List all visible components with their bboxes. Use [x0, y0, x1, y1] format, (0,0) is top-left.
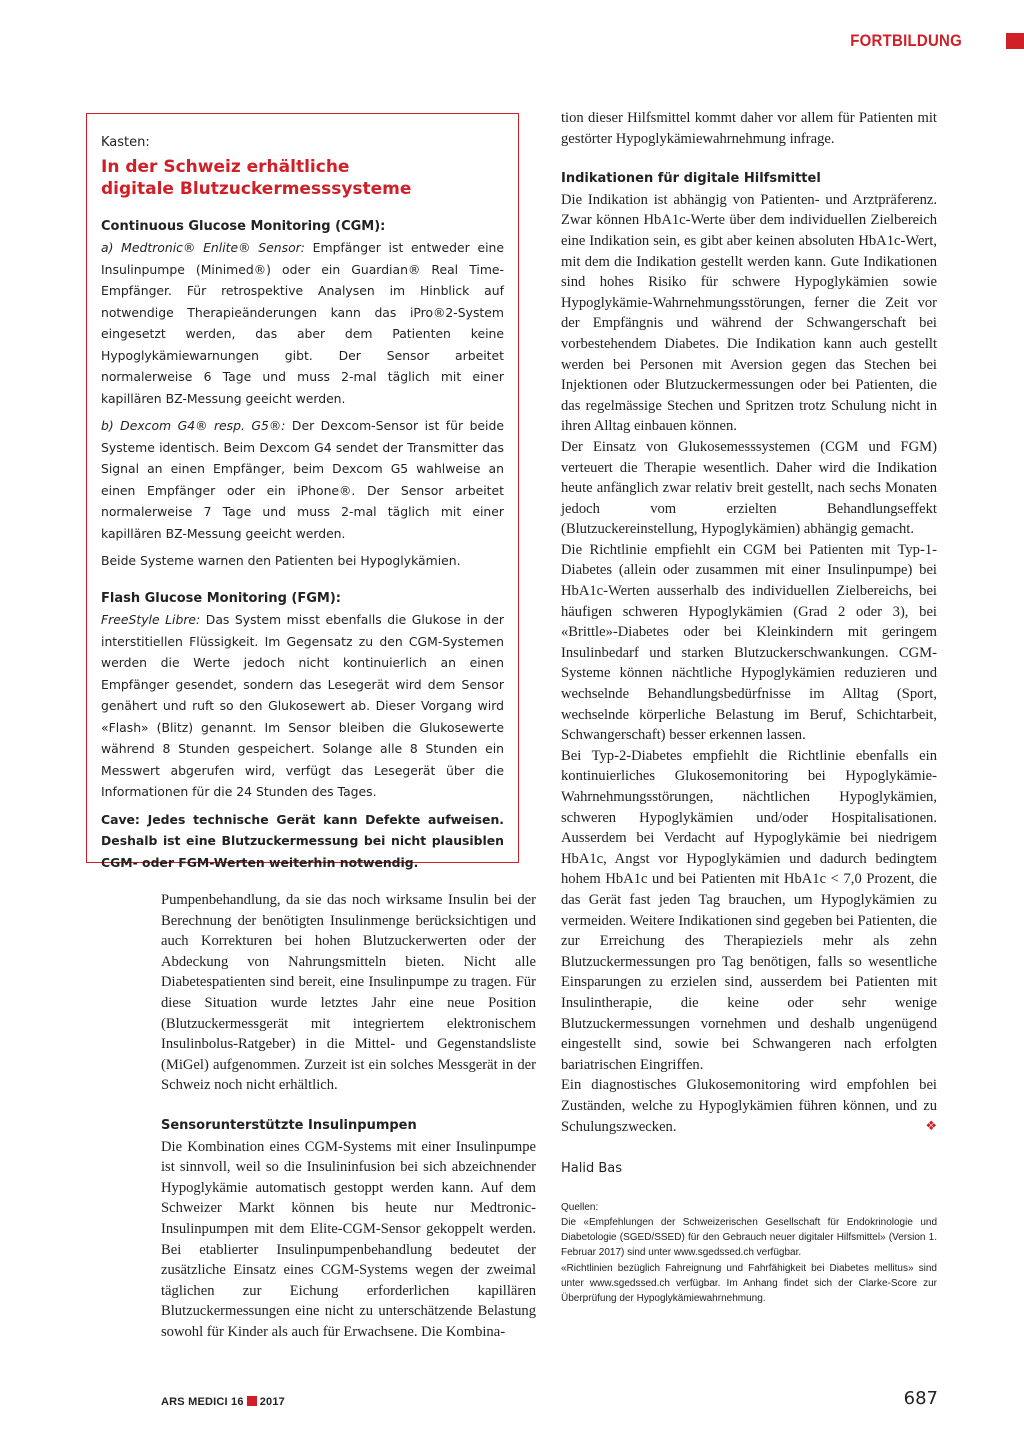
source-1: Die «Empfehlungen der Schweizerischen Gesellschaft für Endokrinologie und Diabetologie (SGED/SSED) für den Gebrauch neuer digitaler Hilfsmittel» (Version 1. Februar 2017) sind unter www.sgedssed.ch verfügbar. — [561, 1216, 937, 1259]
cgm-heading: Continuous Glucose Monitoring (CGM): — [101, 218, 386, 234]
journal-year: 2017 — [259, 1396, 285, 1408]
left-heading-pumps: Sensorunterstützte Insulinpumpen — [161, 1117, 417, 1133]
cgm-dexcom-paragraph — [101, 415, 504, 544]
fgm-text: Das System misst ebenfalls die Glukose in der interstitiellen Flüssigkeit. Im Gegensatz zu den CGM-Systemen werden die Werte jedoch nicht kontinuierlich an einen Empfänger gesendet, sondern das Lesegerät wird dem Sensor genähert und ruft so den Glukosewert ab. Dieser Vorgang wird «Flash» (Blitz) genannt. Im Sensor bleiben die Glukosewerte während 8 Stunden gespeichert. Solange alle 8 Stunden ein Messwert abgerufen wird, verfügt das Lesegerät über die Informationen für die 24 Stunden des Tages. — [101, 612, 504, 799]
right-paragraph-2: Der Einsatz von Glukosemesssystemen (CGM und FGM) verteuert die Therapie wesentlich. Daher wird die Indikation heute anfänglich zwar relativ breit gestellt, nach sechs Monaten jedoch vom erzielten Behandlungseffekt (Blutzuckereinstellung, Hypoglykämien) abhängig gemacht. — [561, 438, 937, 538]
sources-label: Quellen: — [561, 1201, 599, 1213]
both-warn-paragraph: Beide Systeme warnen den Patienten bei Hypoglykämien. — [101, 553, 461, 568]
footer-square-icon — [247, 1396, 257, 1406]
left-paragraph-2: Die Kombination eines CGM-Systems mit einer Insulinpumpe ist sinnvoll, weil so die Insulininfusion bei sich abzeichnender Hypoglykämie automatisch gestoppt werden kann. Auf dem Schweizer Markt können bis heute nur Medtronic-Insulinpumpen mit dem Elite-CGM-Sensor gekoppelt werden. Bei etablierter Insulinpumpenbehandlung bedeutet der zusätzliche Einsatz eines CGM-Systems wegen der zweimal täglichen zur Eichung erforderlichen kapillären Blutzuckermessungen eine nicht zu unterschätzende Belastung sowohl für Kinder als auch für Erwachsene. Die Kombina- — [161, 1138, 536, 1340]
fgm-heading: Flash Glucose Monitoring (FGM): — [101, 590, 341, 606]
end-mark-icon: ❖ — [925, 1118, 937, 1134]
footer-journal — [161, 1396, 285, 1408]
box-title-line2: digitale Blutzuckermesssysteme — [101, 178, 412, 199]
medtronic-label: a) Medtronic® Enlite® Sensor: — [101, 240, 305, 255]
journal-name: ARS MEDICI 16 — [161, 1396, 244, 1408]
left-column — [161, 890, 536, 1342]
right-paragraph-0: tion dieser Hilfsmittel kommt daher vor allem für Patienten mit gestörter Hypoglykämiewahrnehmung infrage. — [561, 110, 937, 147]
header-accent-square — [1006, 33, 1024, 49]
right-paragraph-5-text: Ein diagnostisches Glukosemonitoring wird empfohlen bei Zuständen, welche zu Hypoglykämien führen können, und zu Schulungszwecken. — [561, 1077, 937, 1135]
box-title-line1: In der Schweiz erhältliche — [101, 156, 350, 177]
right-paragraph-4: Bei Typ-2-Diabetes empfiehlt die Richtlinie ebenfalls ein kontinuierliches Glukosemonitoring bei Hypoglykämie-Wahrnehmungsstörungen, nächtlichen Hypoglykämien, schweren Hypoglykämien und/oder Hospitalisationen. Ausserdem bei Verdacht auf Hypoglykämie bei niedrigem HbA1c, Angst vor Hypoglykämien und dadurch bedingtem hohem HbA1c und bei Patienten mit HbA1c < 7,0 Prozent, die das Gerät fast jeden Tag brauchen, um Hypoglykämien zu vermeiden. Weitere Indikationen sind gegeben bei Patienten, die zur Erreichung des Therapieziels mehr als zehn Blutzuckermessungen pro Tag benötigen, falls so wesentliche Einsparungen zu erzielen sind, ausserdem bei Patienten mit Insulintherapie, die keine oder sehr wenige Blutzuckermessungen vornehmen und deshalb ungenügend eingestellt sind, sowie bei Schwangeren nach erfolgten bariatrischen Eingriffen. — [561, 747, 937, 1073]
freestyle-label: FreeStyle Libre: — [101, 612, 201, 627]
right-heading-indications: Indikationen für digitale Hilfsmittel — [561, 171, 821, 187]
page-number: 687 — [903, 1388, 938, 1409]
info-box — [86, 113, 519, 870]
right-column — [561, 108, 937, 1306]
author-name: Halid Bas — [561, 1161, 623, 1177]
source-2: «Richtlinien bezüglich Fahreignung und Fahrfähigkeit bei Diabetes mellitus» sind unter www.sgedssed.ch verfügbar. Im Anhang findet sich der Clarke-Score zur Überprüfung der Hypoglykämiewahrnehmung. — [561, 1262, 937, 1304]
right-paragraph-3: Die Richtlinie empfiehlt ein CGM bei Patienten mit Typ-1-Diabetes (allein oder zusammen mit einer Insulinpumpe) bei HbA1c-Werten ausserhalb des individuellen Zielbereichs, bei häufigen schweren Hypoglykämien (Grad 2 oder 3), bei «Brittle»-Diabetes oder bei Kleinkindern mit geringem Insulinbedarf und starken Blutzuckerschwankungen. CGM-Systeme können nächtliche Hypoglykämien reduzieren und wechselnde Behandlungsbedürfnisse im Alltag (Sport, wechselnde körperliche Belastung im Beruf, Schichtarbeit, Schwangerschaft) besser erkennen lassen. — [561, 541, 937, 744]
section-label: FORTBILDUNG — [850, 31, 962, 50]
box-title — [101, 156, 504, 200]
sources-block — [561, 1200, 937, 1306]
dexcom-label: b) Dexcom G4® resp. G5®: — [101, 418, 286, 433]
fgm-paragraph — [101, 609, 504, 803]
right-paragraph-5 — [561, 1075, 937, 1137]
right-paragraph-1: Die Indikation ist abhängig von Patienten- und Arztpräferenz. Zwar können HbA1c-Werte über dem individuellen Zielbereich eine Indikation sein, es gibt aber keinen absoluten HbA1c-Wert, mit dem die Indikation gestellt werden kann. Gute Indikationen sind hohes Risiko für schwere Hypoglykämien sowie Hypoglykämie-Wahrnehmungsstörungen, ferner die Zeit vor der Empfängnis und während der Schwangerschaft bei vorbestehendem Diabetes. Die Indikation kann auch gestellt werden bei Personen mit Aversion gegen das Stechen bei Injektionen oder Blutzuckermessungen oder bei Patienten, die das regelmässige Stechen und Spritzen trotz Schulung nicht in ihren Alltag einbauen können. — [561, 191, 937, 435]
dexcom-text: Der Dexcom-Sensor ist für beide Systeme identisch. Beim Dexcom G4 sendet der Transmitter das Signal an einen Empfänger, beim Dexcom G5 wahlweise an einen Empfänger oder ein iPhone®. Der Sensor arbeitet normalerweise 7 Tage und muss 2-mal täglich mit einer kapillären BZ-Messung geeicht werden. — [101, 418, 504, 541]
box-kicker: Kasten: — [101, 135, 150, 150]
cave-paragraph: Cave: Jedes technische Gerät kann Defekte aufweisen. Deshalb ist eine Blutzuckermessung bei nicht plausiblen CGM- oder FGM-Werten weiterhin notwendig. — [101, 811, 504, 870]
cgm-medtronic-paragraph — [101, 237, 504, 409]
left-paragraph-1: Pumpenbehandlung, da sie das noch wirksame Insulin bei der Berechnung der benötigten Insulinmenge berücksichtigen und auch Korrekturen bei hohen Blutzuckerwerten oder der Abdeckung von Nahrungsmitteln bieten. Nicht alle Diabetespatienten sind bereit, eine Insulinpumpe zu tragen. Für diese Situation wurde letztes Jahr eine neue Position (Blutzuckermessgerät mit integriertem elektronischem Insulinbolus-Ratgeber) in die Mittel- und Gegenstandsliste (MiGel) aufgenommen. Zurzeit ist ein solches Messgerät in der Schweiz noch nicht erhältlich. — [161, 892, 536, 1094]
medtronic-text: Empfänger ist entweder eine Insulinpumpe (Minimed®) oder ein Guardian® Real Time-Empfänger. Für retrospektive Analysen im Hinblick auf notwendige Therapieänderungen kann das iPro®2-System eingesetzt werden, das aber dem Patienten keine Hypoglykämiewarnungen gibt. Der Sensor arbeitet normalerweise 6 Tage und muss 2-mal täglich mit einer kapillären BZ-Messung geeicht werden. — [101, 240, 504, 406]
